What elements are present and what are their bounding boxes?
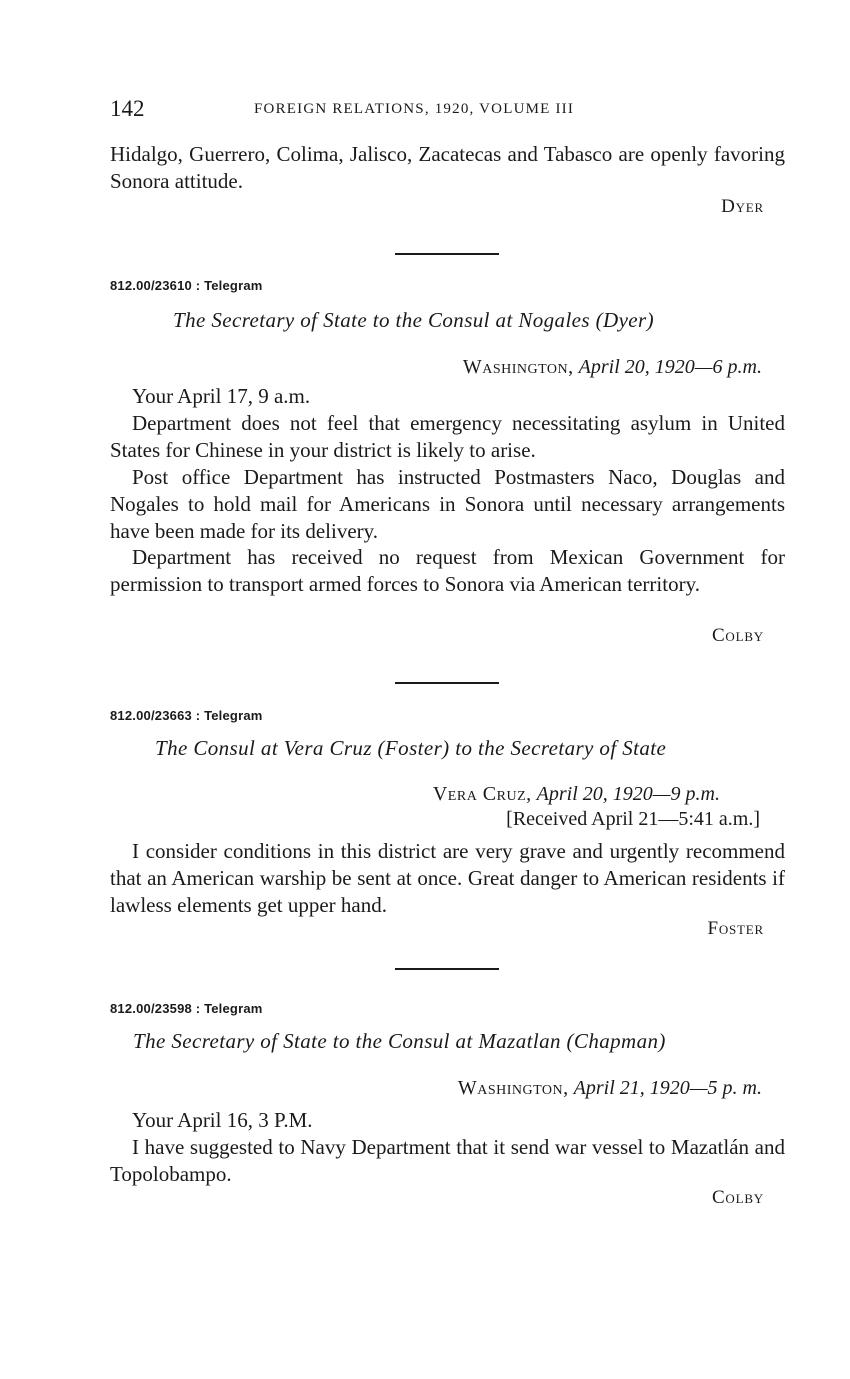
section-divider [395,253,499,255]
document-title: The Secretary of State to the Consul at Nogales (Dyer) [173,308,654,332]
body-paragraph: Department has received no request from Mexican Government for permission to transport armed forces to Sonora via American territory. [110,545,785,596]
continuation-paragraph: Hidalgo, Guerrero, Colima, Jalisco, Zacatecas and Tabasco are openly favoring Sonora attitude. [110,142,785,193]
body-paragraph: Department does not feel that emergency necessitating asylum in United States for Chinese in your district is likely to arise. [110,411,785,462]
received-note: [Received April 21—5:41 a.m.] [506,808,760,830]
dateline-date: April 21, 1920—5 p. m. [573,1077,762,1099]
signature-dyer: Dyer [721,196,764,217]
document-title: The Consul at Vera Cruz (Foster) to the Secretary of State [155,736,667,760]
running-title: FOREIGN RELATIONS, 1920, VOLUME III [254,101,575,117]
body-paragraph: I have suggested to Navy Department that it send war vessel to Mazatlán and Topolobampo. [110,1135,785,1186]
dateline-place: Washington, [462,356,574,378]
body-paragraph: Your April 17, 9 a.m. [132,384,311,408]
body-paragraph: Post office Department has instructed Postmasters Naco, Douglas and Nogales to hold mail for Americans in Sonora until necessary arrangements have been made for its delivery. [110,465,785,543]
page-number: 142 [110,96,145,121]
dateline [463,356,762,379]
file-reference: 812.00/23663 : Telegram [110,708,263,723]
file-reference: 812.00/23598 : Telegram [110,1001,263,1016]
dateline-place: Washington, [457,1077,569,1099]
body-paragraph: I consider conditions in this district are very grave and urgently recommend that an American warship be sent at once. Great danger to American residents if lawless elements get upper hand. [110,839,785,917]
signature-foster: Foster [707,918,764,939]
dateline-place: Vera Cruz, [432,783,532,805]
signature-colby: Colby [711,1187,764,1208]
section-divider [395,968,499,970]
body-paragraph: Your April 16, 3 P.M. [132,1108,313,1132]
dateline [433,783,720,806]
dateline [458,1077,762,1100]
dateline-date: April 20, 1920—9 p.m. [536,783,720,805]
document-title: The Secretary of State to the Consul at Mazatlan (Chapman) [133,1029,666,1053]
signature-colby: Colby [711,625,764,646]
dateline-date: April 20, 1920—6 p.m. [578,356,762,378]
file-reference: 812.00/23610 : Telegram [110,278,263,293]
section-divider [395,682,499,684]
